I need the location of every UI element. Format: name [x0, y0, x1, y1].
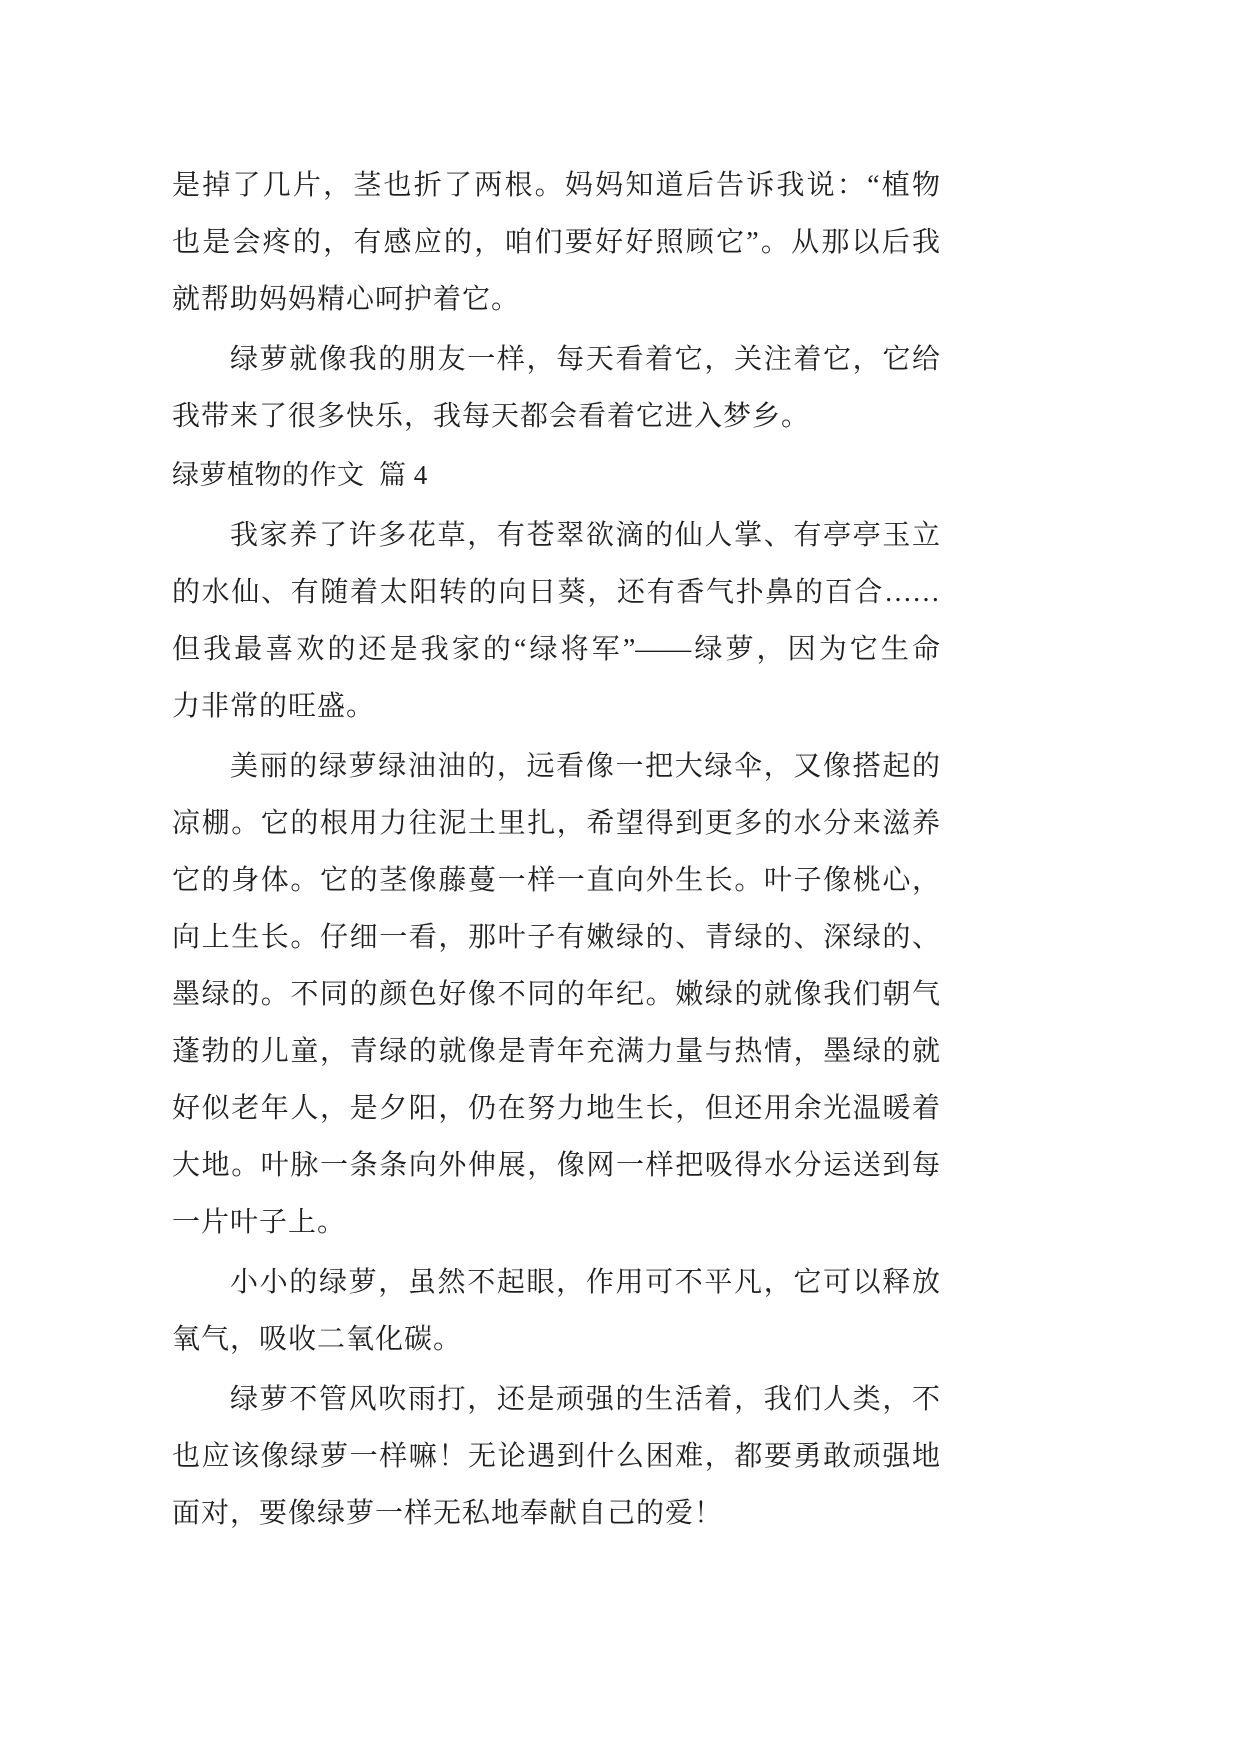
paragraph-line: 就帮助妈妈精心呵护着它。 — [172, 284, 521, 315]
paragraph-line: 我家养了许多花草，有苍翠欲滴的仙人掌、有亭亭玉立 — [230, 520, 940, 551]
paragraph-line: 大地。叶脉一条条向外伸展，像网一样把吸得水分运送到每 — [172, 1150, 940, 1181]
paragraph-line: 小小的绿萝，虽然不起眼，作用可不平凡，它可以释放 — [230, 1267, 940, 1298]
paragraph-line: 但我最喜欢的还是我家的“绿将军”——绿萝，因为它生命 — [172, 634, 940, 665]
paragraph-line: 绿萝不管风吹雨打，还是顽强的生活着，我们人类，不 — [230, 1384, 940, 1415]
paragraph-line: 也应该像绿萝一样嘛！无论遇到什么困难，都要勇敢顽强地 — [172, 1441, 940, 1472]
paragraph-line: 是掉了几片，茎也折了两根。妈妈知道后告诉我说：“植物 — [172, 170, 940, 201]
paragraph-line: 的水仙、有随着太阳转的向日葵，还有香气扑鼻的百合…… — [172, 577, 940, 608]
paragraph-line: 氧气，吸收二氧化碳。 — [172, 1324, 463, 1355]
paragraph-line: 我带来了很多快乐，我每天都会看着它进入梦乡。 — [172, 401, 811, 432]
paragraph-line: 它的身体。它的茎像藤蔓一样一直向外生长。叶子像桃心， — [172, 865, 940, 896]
paragraph-line: 向上生长。仔细一看，那叶子有嫩绿的、青绿的、深绿的、 — [172, 922, 940, 953]
paragraph-line: 也是会疼的，有感应的，咱们要好好照顾它”。从那以后我 — [172, 227, 940, 258]
paragraph-line: 面对，要像绿萝一样无私地奉献自己的爱！ — [172, 1498, 724, 1529]
paragraph — [172, 1371, 940, 1542]
paragraph-line: 蓬勃的儿童，青绿的就像是青年充满力量与热情，墨绿的就 — [172, 1036, 940, 1067]
paragraph-line: 绿萝就像我的朋友一样，每天看着它，关注着它，它给 — [230, 344, 940, 375]
paragraph-line: 墨绿的。不同的颜色好像不同的年纪。嫩绿的就像我们朝气 — [172, 979, 940, 1010]
paragraph-line: 好似老年人，是夕阳，仍在努力地生长，但还用余光温暖着 — [172, 1093, 940, 1124]
paragraph-line: 力非常的旺盛。 — [172, 691, 376, 722]
paragraph — [172, 1254, 940, 1368]
paragraph — [172, 157, 940, 328]
paragraph-line: 美丽的绿萝绿油油的，远看像一把大绿伞，又像搭起的 — [230, 751, 940, 782]
paragraph-line: 一片叶子上。 — [172, 1207, 347, 1238]
paragraph — [172, 331, 940, 445]
paragraph — [172, 738, 940, 1251]
paragraph — [172, 507, 940, 735]
paragraph-line: 凉棚。它的根用力往泥土里扎，希望得到更多的水分来滋养 — [172, 808, 940, 839]
section-heading: 绿萝植物的作文 篇 4 — [172, 460, 428, 490]
document-body — [172, 157, 940, 1542]
